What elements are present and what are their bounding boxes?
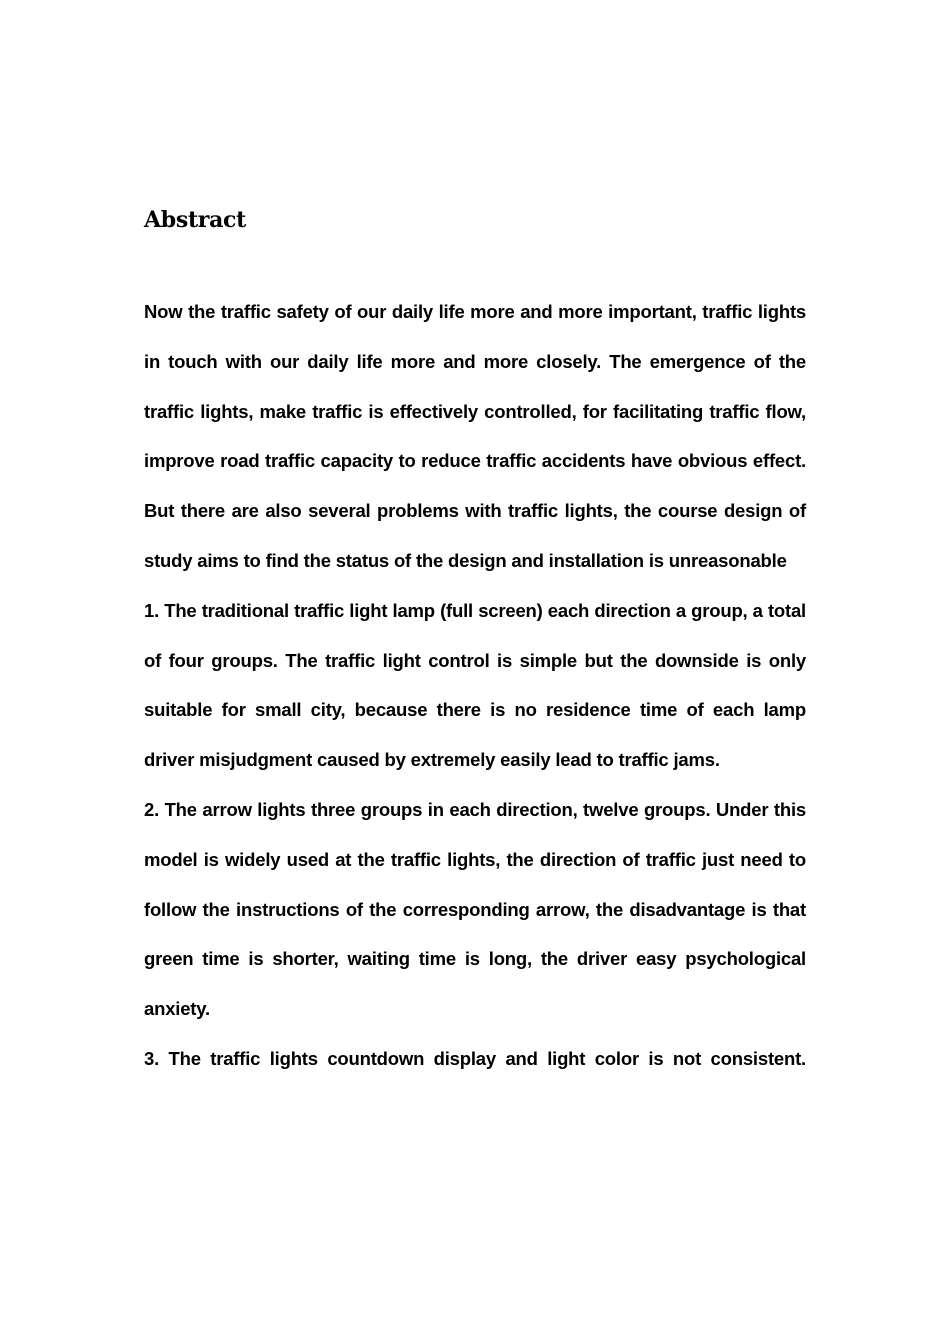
abstract-heading: Abstract [144, 207, 247, 233]
abstract-paragraph-problem-3: 3. The traffic lights countdown display and light color is not consistent. [144, 1047, 806, 1069]
abstract-paragraph-problem-1: 1. The traditional traffic light lamp (full screen) each direction a group, a total of four groups. The traffic light control is simple but the downside is only suitable for small city, because there is no residence time of each lamp driver misjudgment caused by extremely easily lead to traffic jams. [144, 599, 806, 771]
abstract-paragraph-intro: Now the traffic safety of our daily life more and more important, traffic lights in touch with our daily life more and more closely. The emergence of the traffic lights, make traffic is effectively controlled, for facilitating traffic flow, improve road traffic capacity to reduce traffic accidents have obvious effect. But there are also several problems with traffic lights, the course design of study aims to find the status of the design and installation is unreasonable [144, 301, 806, 571]
abstract-paragraph-problem-2: 2. The arrow lights three groups in each direction, twelve groups. Under this model is widely used at the traffic lights, the direction of traffic just need to follow the instructions of the corresponding arrow, the disadvantage is that green time is shorter, waiting time is long, the driver easy psychological anxiety. [144, 798, 806, 1020]
abstract-body [144, 287, 806, 1084]
